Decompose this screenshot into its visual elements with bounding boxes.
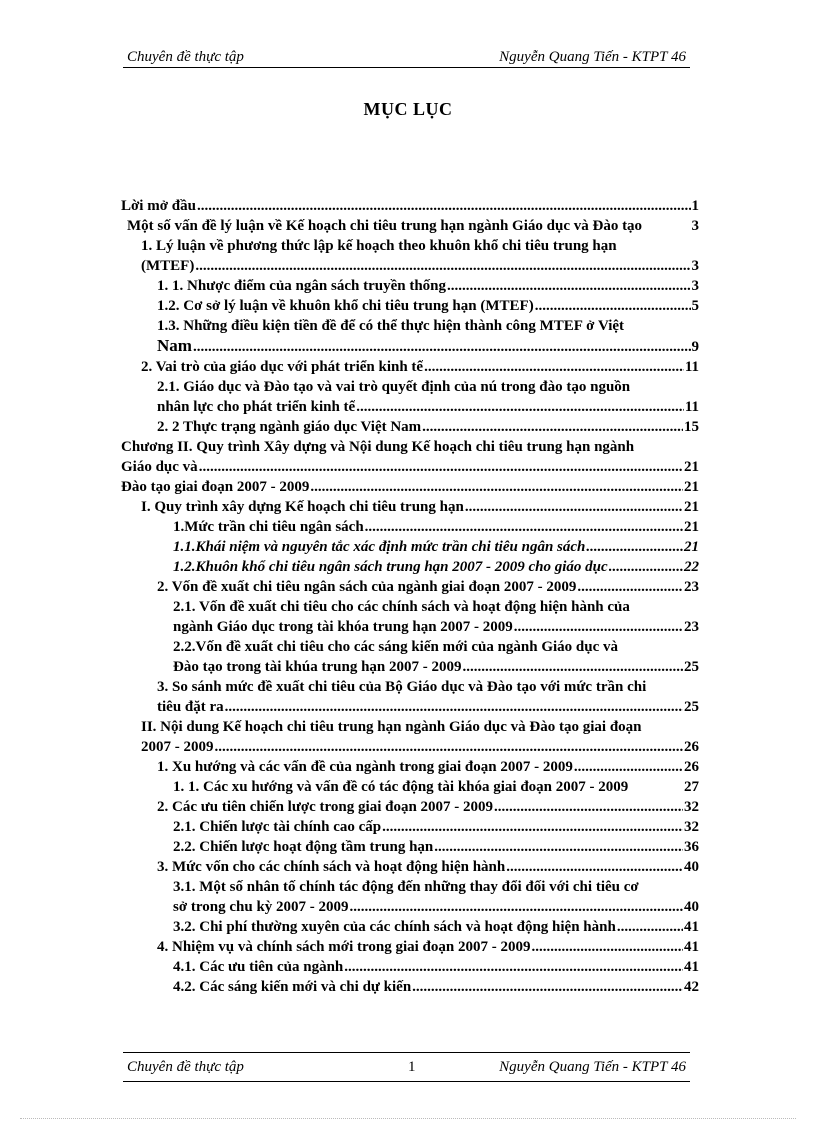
toc-entry[interactable] [121, 276, 699, 296]
toc-dot-leader [356, 397, 684, 417]
toc-page-number: 32 [684, 819, 699, 835]
toc-entry[interactable] [121, 196, 699, 216]
toc-page-number: 23 [684, 619, 699, 635]
toc-entry-title: 1. Xu hướng và các vấn đề của ngành trong giai đoạn 2007 - 2009 [157, 759, 573, 775]
toc-entry-title-line: 3. So sánh mức đề xuất chi tiêu của Bộ Giáo dục và Đào tạo với mức trần chi [157, 679, 647, 695]
toc-entry-title: 4. Nhiệm vụ và chính sách mới trong giai đoạn 2007 - 2009 [157, 939, 531, 955]
toc-page-number: 21 [684, 539, 699, 555]
toc-page-number: 21 [684, 459, 699, 475]
toc-entry-title-line: 2.1. Giáo dục và Đào tạo và vai trò quyết định của nú trong đào tạo nguồn [157, 379, 631, 395]
toc-entry-title: 3.2. Chi phí thường xuyên của các chính sách và hoạt động hiện hành [173, 919, 616, 935]
toc-entry[interactable] [121, 477, 699, 497]
toc-entry[interactable] [121, 216, 699, 236]
toc-entry-title: 2. 2 Thực trạng ngành giáo dục Việt Nam [157, 419, 422, 435]
toc-page-number: 41 [684, 939, 699, 955]
toc-page-number: 3 [691, 218, 699, 234]
footer-right: Nguyễn Quang Tiến - KTPT 46 [499, 1059, 686, 1075]
page-footer [123, 1052, 690, 1082]
toc-page-number: 15 [684, 419, 699, 435]
toc-entry-title-line: 3.1. Một số nhân tố chính tác động đến những thay đổi đối với chi tiêu cơ [173, 879, 639, 895]
toc-dot-leader [535, 296, 691, 316]
toc-entry-title: sở trong chu kỳ 2007 - 2009 [173, 899, 349, 915]
toc-entry-title: 1. 1. Nhược điểm của ngân sách truyền thống [157, 278, 446, 294]
page-title: MỤC LỤC [363, 99, 453, 119]
toc-dot-leader [365, 517, 683, 537]
toc-dot-leader [350, 897, 683, 917]
toc-page-number: 3 [691, 278, 699, 294]
toc-dot-leader [609, 557, 683, 577]
toc-dot-leader [531, 937, 683, 957]
toc-dot-leader [577, 577, 683, 597]
toc-entry[interactable] [121, 917, 699, 937]
toc-entry-title: 1. 1. Các xu hướng và vấn đề có tác động tài khóa giai đoạn 2007 - 2009 [173, 779, 629, 795]
toc-dot-leader [225, 697, 683, 717]
toc-page-number: 21 [684, 479, 699, 495]
toc-entry[interactable] [121, 357, 699, 377]
toc-entry[interactable] [121, 316, 699, 357]
toc-dot-leader [434, 837, 683, 857]
toc-dot-leader [215, 737, 684, 757]
toc-page-number: 1 [691, 198, 699, 214]
toc-page-number: 25 [684, 659, 699, 675]
toc-entry[interactable] [121, 817, 699, 837]
toc-dot-leader [197, 196, 691, 216]
toc-entry[interactable] [121, 977, 699, 997]
toc-entry-title: ngành Giáo dục trong tài khóa trung hạn 2007 - 2009 [173, 619, 513, 635]
page-header [123, 46, 690, 68]
toc-page-number: 21 [684, 499, 699, 515]
toc-entry[interactable] [121, 937, 699, 957]
toc-dot-leader [344, 957, 683, 977]
toc-page-number: 25 [684, 699, 699, 715]
toc-entry[interactable] [121, 437, 699, 477]
toc-entry[interactable] [121, 497, 699, 517]
toc-page-number: 9 [691, 339, 699, 355]
toc-entry-title: 2. Các ưu tiên chiến lược trong giai đoạn 2007 - 2009 [157, 799, 494, 815]
toc-entry-title: 1.1.Khái niệm và nguyên tắc xác định mức trần chi tiêu ngân sách [173, 539, 586, 555]
toc-entry-title: 1.Mức trần chi tiêu ngân sách [173, 519, 364, 535]
toc-dot-leader [199, 457, 683, 477]
toc-page-number: 42 [684, 979, 699, 995]
toc-entry[interactable] [121, 557, 699, 577]
toc-entry-title: (MTEF) [141, 258, 195, 274]
toc-entry[interactable] [121, 377, 699, 417]
toc-entry[interactable] [121, 677, 699, 717]
toc-entry[interactable] [121, 717, 699, 757]
toc-entry-title: 4.2. Các sáng kiến mới và chi dự kiến [173, 979, 412, 995]
toc-dot-leader [424, 357, 684, 377]
toc-entry-title: 2. Vai trò của giáo dục với phát triển kinh tế [141, 359, 424, 375]
toc-entry[interactable] [121, 537, 699, 557]
toc-dot-leader [412, 977, 683, 997]
toc-entry-title-line: II. Nội dung Kế hoạch chi tiêu trung hạn ngành Giáo dục và Đào tạo giai đoạn [141, 719, 642, 735]
toc-entry[interactable] [121, 417, 699, 437]
toc-page-number: 11 [684, 399, 699, 415]
toc-entry-title: Đào tạo trong tài khúa trung hạn 2007 - 2009 [173, 659, 462, 675]
toc-entry[interactable] [121, 957, 699, 977]
toc-entry[interactable] [121, 236, 699, 276]
toc-page-number: 40 [684, 859, 699, 875]
footer-left: Chuyên đề thực tập [127, 1059, 244, 1075]
toc-entry[interactable] [121, 577, 699, 597]
toc-page-number: 27 [684, 779, 699, 795]
toc-dot-leader [586, 537, 683, 557]
toc-page-number: 21 [684, 519, 699, 535]
toc-entry[interactable] [121, 597, 699, 637]
toc-entry[interactable] [121, 757, 699, 777]
toc-entry[interactable] [121, 857, 699, 877]
toc-dot-leader [310, 477, 683, 497]
toc-entry[interactable] [121, 797, 699, 817]
toc-entry[interactable] [121, 877, 699, 917]
toc-entry-title: Nam [157, 336, 192, 355]
toc-dot-leader [382, 817, 683, 837]
toc-entry-title: 2. Vốn đề xuất chi tiêu ngân sách của ngành giai đoạn 2007 - 2009 [157, 579, 577, 595]
toc-entry-title: Một số vấn đề lý luận về Kế hoạch chi tiêu trung hạn ngành Giáo dục và Đào tạo [127, 218, 643, 234]
toc-entry-title: Lời mở đầu [121, 198, 196, 214]
header-right: Nguyễn Quang Tiến - KTPT 46 [499, 49, 686, 65]
toc-page-number: 5 [691, 298, 699, 314]
toc-entry-title: I. Quy trình xây dựng Kế hoạch chi tiêu trung hạn [141, 499, 464, 515]
toc-dot-leader [514, 617, 683, 637]
toc-dot-leader [494, 797, 683, 817]
toc-entry[interactable] [121, 777, 699, 797]
toc-entry-title: 2.2. Chiến lược hoạt động tầm trung hạn [173, 839, 434, 855]
toc-entry-title: 1.2. Cơ sở lý luận về khuôn khổ chi tiêu trung hạn (MTEF) [157, 298, 534, 314]
toc-entry[interactable] [121, 837, 699, 857]
toc-page-number: 41 [684, 919, 699, 935]
toc-entry-title-line: Chương II. Quy trình Xây dựng và Nội dung Kế hoạch chi tiêu trung hạn ngành [121, 439, 635, 455]
toc-page-number: 22 [684, 559, 699, 575]
header-left: Chuyên đề thực tập [127, 49, 244, 65]
toc-entry-title: Đào tạo giai đoạn 2007 - 2009 [121, 479, 310, 495]
toc-page-number: 11 [684, 359, 699, 375]
toc-dot-leader [574, 757, 683, 777]
toc-entry-title-line: 2.2.Vốn đề xuất chi tiêu cho các sáng kiến mới của ngành Giáo dục và [173, 639, 619, 655]
toc-page-number: 26 [684, 759, 699, 775]
toc-page-number: 41 [684, 959, 699, 975]
toc-dot-leader [193, 337, 691, 357]
toc-page-number: 23 [684, 579, 699, 595]
toc-entry-title: 1.2.Khuôn khổ chi tiêu ngân sách trung hạn 2007 - 2009 cho giáo dục [173, 559, 608, 575]
toc-entry-title-line: 1.3. Những điều kiện tiền đề để có thể thực hiện thành công MTEF ở Việt [157, 318, 625, 334]
toc-dot-leader [506, 857, 683, 877]
toc-dot-leader [422, 417, 683, 437]
toc-entry-title: 4.1. Các ưu tiên của ngành [173, 959, 344, 975]
toc-dot-leader [463, 657, 683, 677]
toc-entry-title: 2007 - 2009 [141, 739, 214, 755]
footer-page-number: 1 [408, 1059, 416, 1075]
toc-page-number: 26 [684, 739, 699, 755]
toc-entry[interactable] [121, 637, 699, 677]
toc-entry-title: Giáo dục và [121, 459, 198, 475]
toc-entry-title-line: 2.1. Vốn đề xuất chi tiêu cho các chính sách và hoạt động hiện hành của [173, 599, 630, 615]
toc-page-number: 32 [684, 799, 699, 815]
toc-entry-title: 2.1. Chiến lược tài chính cao cấp [173, 819, 382, 835]
toc-entry-title: nhân lực cho phát triển kinh tế [157, 399, 356, 415]
toc-entry-title: 3. Mức vốn cho các chính sách và hoạt động hiện hành [157, 859, 506, 875]
toc-entry[interactable] [121, 296, 699, 316]
toc-entry-title-line: 1. Lý luận về phương thức lập kế hoạch theo khuôn khổ chi tiêu trung hạn [141, 238, 617, 254]
page-edge-divider [20, 1118, 796, 1119]
toc-dot-leader [195, 256, 690, 276]
toc-entry-title: tiêu đặt ra [157, 699, 224, 715]
toc-dot-leader [447, 276, 691, 296]
toc-page-number: 40 [684, 899, 699, 915]
toc-dot-leader [617, 917, 683, 937]
toc-entry[interactable] [121, 517, 699, 537]
table-of-contents [121, 196, 699, 997]
toc-dot-leader [465, 497, 683, 517]
toc-page-number: 36 [684, 839, 699, 855]
toc-page-number: 3 [691, 258, 699, 274]
